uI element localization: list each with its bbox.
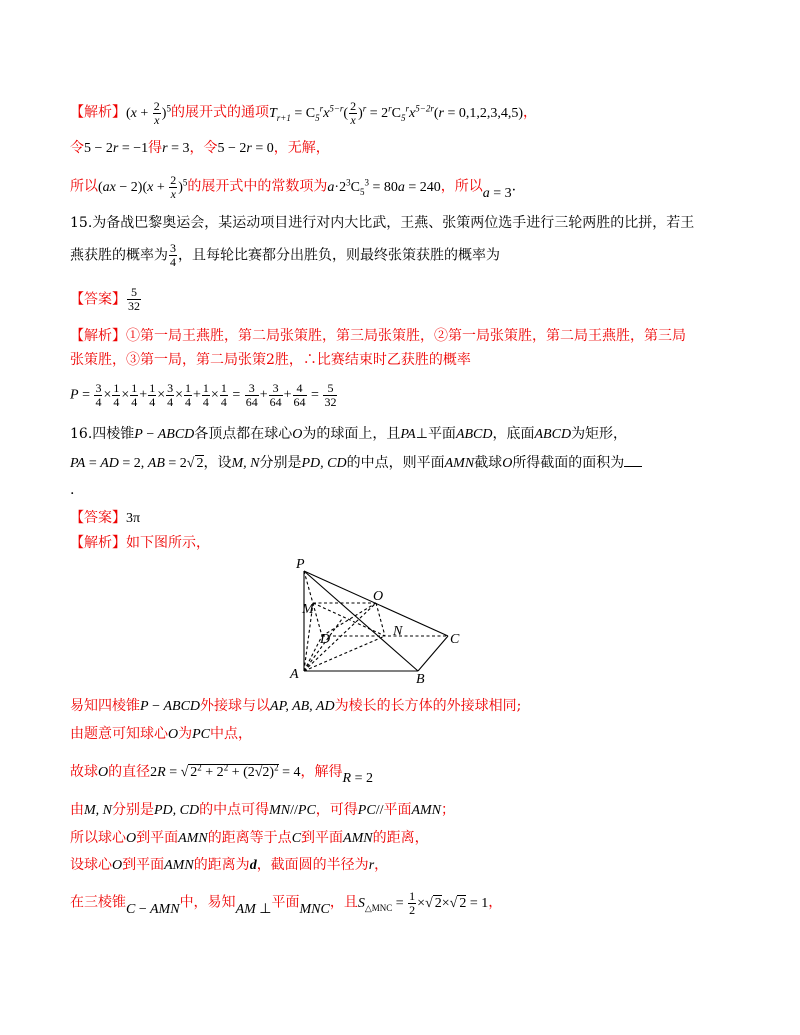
edge-AO <box>304 603 376 671</box>
question-16-line-1: 16.四棱锥P − ABCD各顶点都在球心O为的球面上，且PA⊥平面ABCD，底面ABCD为矩形， <box>70 426 628 442</box>
edge-BC <box>418 636 448 671</box>
label-C: C <box>450 632 460 647</box>
solution-line-1: 【解析】(x + $\frac{2}{x}$ )$^5$的展开式的通项$T_{r+1} = C_5^rx^{5-r}$( $\frac{2}{x}$ )$^r = 2^rC_5^rx^{5-2r}(r = 0,1,2,3,4,5)$， <box>70 99 538 127</box>
solution-16-step-6: 设球心O到平面AMN的距离为d，截面圆的半径为r， <box>70 857 389 873</box>
solution-16-intro: 【解析】如下图所示， <box>70 535 210 551</box>
edge-ON <box>376 603 385 636</box>
analysis-tag: 【解析】 <box>70 104 126 121</box>
solution-16-step-7: 在三棱锥C − AMN中，易知AM ⊥平面MNC，且$S_{\triangle MNC}$ = $\frac{1}{2}$ ×√ 2×√ 2 = 1， <box>70 889 503 917</box>
solution-15-line-2: 张策胜，③第一局，第二局张策2胜，∴比赛结束时乙获胜的概率 <box>70 352 471 368</box>
answer-16: 【答案】3π <box>70 510 141 526</box>
solution-16-step-5: 所以球心O到平面AMN的距离等于点C到平面AMN的距离， <box>70 830 429 846</box>
label-P: P <box>296 557 305 572</box>
solution-15-formula: P = $\frac{3}{4}$ × $\frac{1}{4}$ × $\frac{1}{4}$ + $\frac{1}{4}$ × $\frac{3}{4}$ × $\frac{1}{4}$ + $\frac{1}{4}$ × $\frac{1}{4}$ = $\frac{3}{64}$ + $\frac{3}{64}$ + $\frac{4}{64}$ = $\frac{5}{32}$ <box>70 381 337 409</box>
label-O: O <box>373 589 384 604</box>
label-B: B <box>416 672 425 683</box>
solution-16-step-3: 故球O的直径2R = √ $2^2 + 2^2 + (2√2)^2 = 4$，解得R = 2 <box>70 762 373 786</box>
solution-15-line-1: 【解析】①第一局王燕胜，第二局张策胜，第三局张策胜，②第一局张策胜，第二局王燕胜，第三局 <box>70 328 686 344</box>
edge-PB <box>304 571 418 671</box>
question-15-line-1: 15.为备战巴黎奥运会，某运动项目进行对内大比武，王燕、张策两位选手进行三轮两胜的比拼，若王 <box>70 215 695 231</box>
solution-16-step-4: 由M, N分别是PD, CD的中点可得MN//PC，可得PC//平面AMN； <box>70 802 456 818</box>
math-binomial: (x + $\frac{2}{x}$ )$^5$ <box>126 99 171 127</box>
solution-16-step-1: 易知四棱锥P − ABCD外接球与以AP, AB, AD为棱长的长方体的外接球相同; <box>70 698 522 714</box>
label-D: D <box>320 632 331 647</box>
pyramid-figure <box>280 553 470 683</box>
question-15-line-2: 燕获胜的概率为 $\frac{3}{4}$ ，且每轮比赛都分出胜负，则最终张策获胜的概率为 <box>70 241 500 269</box>
answer-15: 【答案】 $\frac{5}{32}$ <box>70 285 140 313</box>
label-A: A <box>290 667 299 682</box>
question-16-line-2: PA = AD = 2, AB = 2√ 2，设M, N分别是PD, CD的中点，则平面AMN截球O所得截面的面积为 <box>70 452 642 474</box>
answer-blank <box>624 452 642 467</box>
label-N: N <box>393 624 403 639</box>
edge-AN <box>304 636 385 671</box>
answer-tag: 【答案】 <box>70 291 126 308</box>
math-general-term: $T_{r+1} = C_5^rx^{5-r}$( $\frac{2}{x}$ )$^r = 2^rC_5^rx^{5-2r}(r = 0,1,2,3,4,5)$ <box>268 99 524 127</box>
label-M: M <box>302 602 314 617</box>
solution-line-2: 令5 − 2r = −1得r = 3，令5 − 2r = 0，无解， <box>70 140 330 156</box>
solution-line-3: 所以(ax − 2)(x + $\frac{2}{x}$ )$^5$的展开式中的常数项为$a\cdot 2^3C_5^3 = 80a = 240$，所以a = 3. <box>70 173 517 201</box>
question-16-period: . <box>70 482 75 498</box>
solution-16-step-2: 由题意可知球心O为PC中点， <box>70 726 253 742</box>
